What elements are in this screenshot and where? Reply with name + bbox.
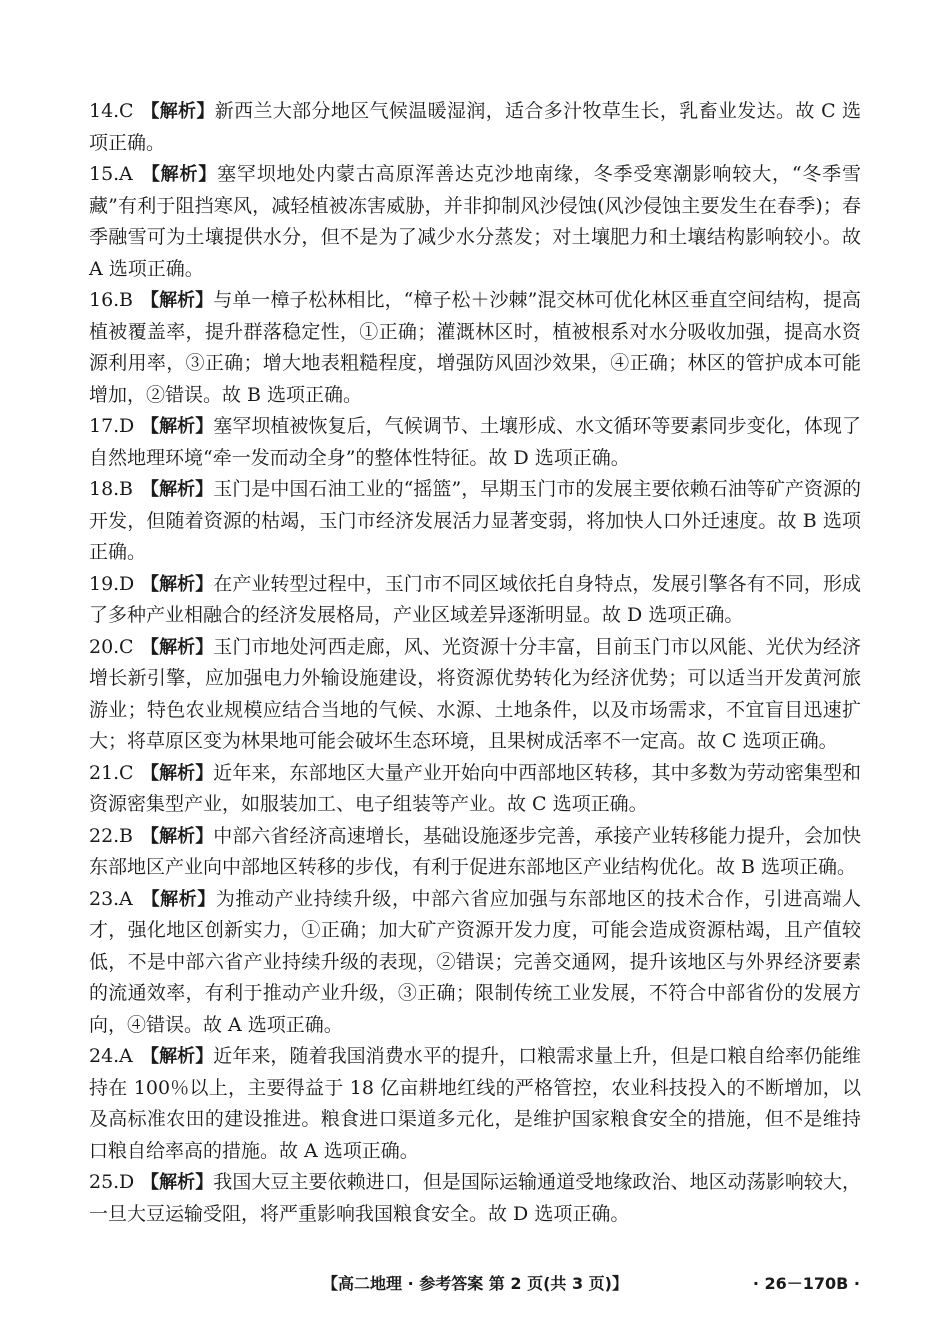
answer-letter: C (119, 100, 134, 122)
answer-letter: B (119, 478, 133, 500)
analysis-text: 中部六省经济高速增长，基础设施逐步完善，承接产业转移能力提升，会加快东部地区产业向中部地区转移的步伐，有利于促进东部地区产业结构优化。故 B 选项正确。 (89, 824, 861, 878)
analysis-label: 【解析】 (141, 416, 214, 437)
analysis-text: 玉门是中国石油工业的“摇篮”，早期玉门市的发展主要依赖石油等矿产资源的开发，但随着资源的枯竭，玉门市经济发展活力显著变弱，将加快人口外迁速度。故 B 选项正确。 (89, 478, 861, 563)
analysis-label: 【解析】 (141, 636, 214, 658)
answer-item-24 (89, 1041, 861, 1167)
analysis-label: 【解析】 (141, 290, 214, 311)
answer-item-22 (89, 821, 861, 884)
question-number: 20. (89, 635, 120, 658)
analysis-text: 为推动产业持续升级，中部六省应加强与东部地区的技术合作，引进高端人才，强化地区创新实力，①正确；加大矿产资源开发力度，可能会造成资源枯竭，且产值较低，不是中部六省产业持续升级的表现，②错误；完善交通网，提升该地区与外界经济要素的流通效率，有利于推动产业升级，③正确；限制传统工业发展，不符合中部省份的发展方向，④错误。故 A 选项正确。 (89, 887, 861, 1036)
answer-item-16 (89, 285, 861, 411)
analysis-text: 玉门市地处河西走廊，风、光资源十分丰富，目前玉门市以风能、光伏为经济增长新引擎，应加强电力外输设施建设，将资源优势转化为经济优势；可以适当开发黄河旅游业；特色农业规模应结合当地的气候、水源、土地条件，以及市场需求，不宜盲目迅速扩大；将草原区变为林果地可能会破坏生态环境，且果树成活率不一定高。故 C 选项正确。 (89, 635, 861, 752)
analysis-label: 【解析】 (141, 573, 214, 595)
footer-page-info: 【高二地理 · 参考答案 第 2 页(共 3 页)】 (322, 1274, 628, 1293)
answer-letter: C (119, 761, 134, 784)
footer-code: · 26－170B · (752, 1274, 860, 1293)
analysis-label: 【解析】 (141, 1172, 214, 1193)
answer-letter: D (119, 415, 135, 437)
analysis-text: 塞罕坝地处内蒙古高原浑善达克沙地南缘，冬季受寒潮影响较大，“冬季雪藏”有利于阻挡寒风，减轻植被冻害威胁，并非抑制风沙侵蚀(风沙侵蚀主要发生在春季)；春季融雪可为土壤提供水分，但不是为了减少水分蒸发；对土壤肥力和土壤结构影响较小。故 A 选项正确。 (89, 163, 861, 280)
analysis-label: 【解析】 (141, 762, 214, 784)
analysis-text: 近年来，随着我国消费水平的提升，口粮需求量上升，但是口粮自给率仍能维持在 100％以上，主要得益于 18 亿亩耕地红线的严格管控，农业科技投入的不断增加，以及高标准农田的建设推进。粮食进口渠道多元化，是维护国家粮食安全的措施，但不是维持口粮自给率高的措施。故 A 选项正确。 (89, 1045, 861, 1162)
analysis-text: 新西兰大部分地区气候温暖湿润，适合多汁牧草生长，乳畜业发达。故 C 选项正确。 (89, 100, 861, 154)
question-number: 16. (89, 289, 120, 311)
answer-item-15 (89, 159, 861, 285)
question-number: 17. (89, 415, 120, 437)
answer-item-21 (89, 758, 861, 821)
answer-letter: A (119, 1045, 133, 1067)
analysis-label: 【解析】 (141, 164, 218, 185)
answer-item-23 (89, 884, 861, 1042)
question-number: 21. (89, 761, 120, 784)
answer-letter: A (119, 163, 133, 185)
answer-item-20 (89, 632, 861, 758)
answer-letter: B (119, 289, 133, 311)
analysis-text: 与单一樟子松林相比，“樟子松＋沙棘”混交林可优化林区垂直空间结构，提高植被覆盖率，提升群落稳定性，①正确；灌溉林区时，植被根系对水分吸收加强，提高水资源利用率，③正确；增大地表粗糙程度，增强防风固沙效果，④正确；林区的管护成本可能增加，②错误。故 B 选项正确。 (89, 289, 861, 406)
answer-letter: C (119, 635, 134, 658)
analysis-text: 我国大豆主要依赖进口，但是国际运输通道受地缘政治、地区动荡影响较大，一旦大豆运输受阻，将严重影响我国粮食安全。故 D 选项正确。 (89, 1171, 861, 1225)
answer-letter: D (119, 1171, 135, 1193)
page-footer (0, 1271, 950, 1297)
answer-item-19 (89, 569, 861, 632)
analysis-label: 【解析】 (141, 888, 216, 910)
analysis-text: 近年来，东部地区大量产业开始向中西部地区转移，其中多数为劳动密集型和资源密集型产业，如服装加工、电子组装等产业。故 C 选项正确。 (89, 761, 861, 815)
analysis-label: 【解析】 (141, 479, 214, 500)
answer-item-25 (89, 1167, 861, 1230)
question-number: 14. (89, 100, 120, 122)
answer-letter: A (119, 887, 133, 910)
analysis-label: 【解析】 (141, 825, 214, 847)
analysis-text: 塞罕坝植被恢复后，气候调节、土壤形成、水文循环等要素同步变化，体现了自然地理环境“牵一发而动全身”的整体性特征。故 D 选项正确。 (89, 415, 861, 469)
answer-letter: B (119, 824, 133, 847)
question-number: 24. (89, 1045, 120, 1067)
analysis-text: 在产业转型过程中，玉门市不同区域依托自身特点，发展引擎各有不同，形成了多种产业相融合的经济发展格局，产业区域差异逐渐明显。故 D 选项正确。 (89, 572, 861, 626)
question-number: 18. (89, 478, 120, 500)
answer-item-18 (89, 474, 861, 569)
answer-item-14 (89, 96, 861, 159)
question-number: 19. (89, 572, 120, 595)
question-number: 23. (89, 887, 120, 910)
question-number: 22. (89, 824, 120, 847)
question-number: 15. (89, 163, 120, 185)
analysis-label: 【解析】 (141, 101, 215, 122)
answer-letter: D (119, 572, 135, 595)
question-number: 25. (89, 1171, 120, 1193)
answer-item-17 (89, 411, 861, 474)
analysis-label: 【解析】 (141, 1046, 214, 1067)
answer-list (89, 96, 861, 1230)
